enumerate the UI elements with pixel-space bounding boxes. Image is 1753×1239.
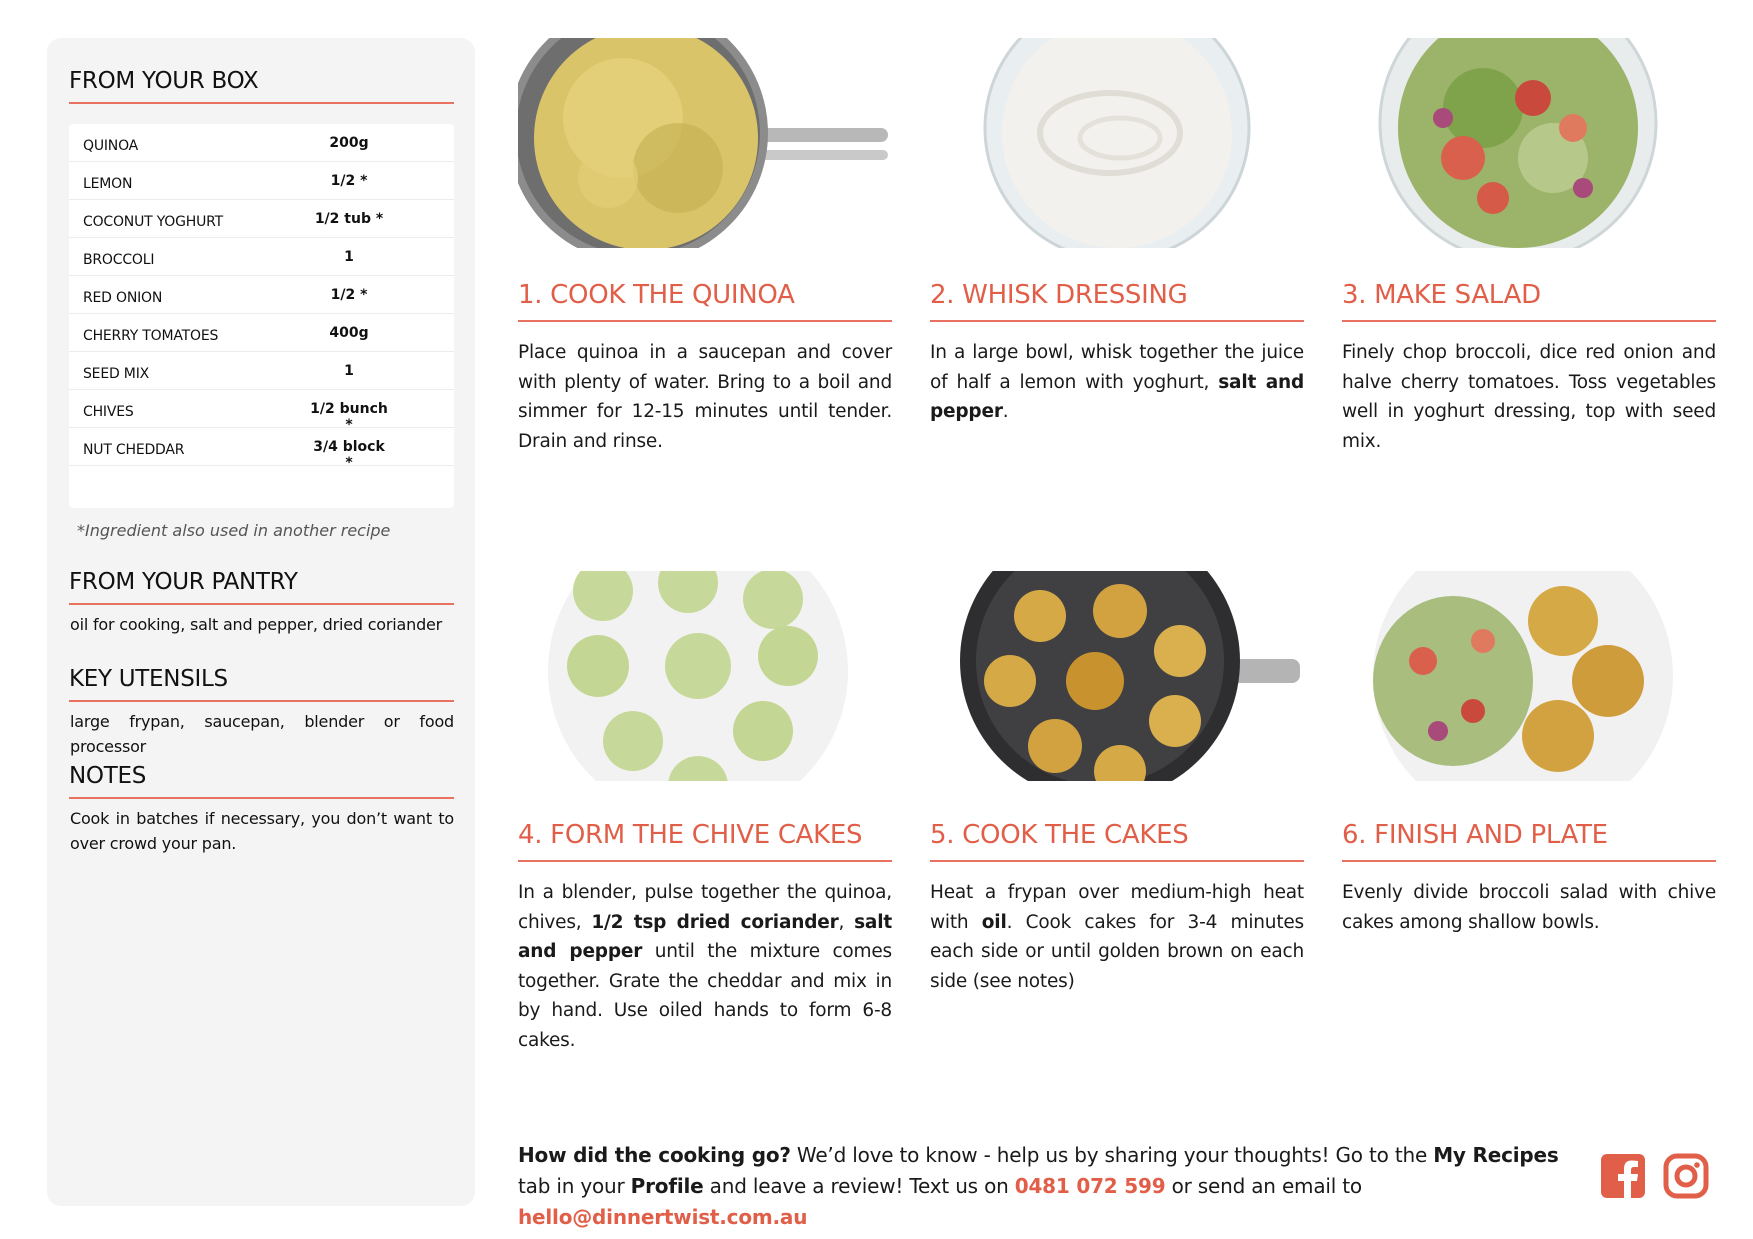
ingredient-name: RED ONION <box>83 290 163 306</box>
raw-chive-cakes-photo <box>518 571 888 781</box>
step-4-body <box>518 878 892 1055</box>
ingredient-row <box>69 200 454 238</box>
step-1-rule <box>518 320 892 322</box>
ingredient-qty: 1/2 * <box>330 173 368 189</box>
instagram-icon[interactable] <box>1663 1153 1709 1199</box>
ingredient-row <box>69 238 454 276</box>
facebook-icon[interactable] <box>1600 1153 1646 1199</box>
step-5-title: 5. COOK THE CAKES <box>930 820 1189 850</box>
step-6-title: 6. FINISH AND PLATE <box>1342 820 1608 850</box>
ingredient-list <box>69 124 454 508</box>
ingredient-footnote: *Ingredient also used in another recipe <box>77 521 391 540</box>
feedback-message <box>518 1140 1578 1233</box>
box-heading-rule <box>69 102 454 104</box>
ingredient-row <box>69 162 454 200</box>
ingredient-qty: 200g <box>329 135 369 151</box>
ingredient-row <box>69 352 454 390</box>
ingredient-row <box>69 390 454 433</box>
step-5-body <box>930 878 1304 996</box>
step-3-body <box>1342 338 1716 456</box>
ingredient-name: NUT CHEDDAR <box>83 442 185 458</box>
ingredient-name: SEED MIX <box>83 366 150 382</box>
ingredient-name: COCONUT YOGHURT <box>83 214 224 230</box>
ingredient-qty: 1/2 tub * <box>314 211 384 227</box>
ingredient-row <box>69 124 454 162</box>
step-body-bold: salt and pepper <box>930 371 1305 422</box>
quinoa-in-sieve-photo <box>518 38 888 248</box>
step-6-body <box>1342 878 1716 937</box>
step-2-title: 2. WHISK DRESSING <box>930 280 1188 310</box>
step-body-text: until the mixture comes together. Grate the cheddar and mix in by hand. Use oiled hands to form 6-8 cakes. <box>518 941 892 1051</box>
step-body-text: Place quinoa in a saucepan and cover with plenty of water. Bring to a boil and simmer for 12-15 minutes until tender. Drain and rinse. <box>518 342 892 452</box>
feedback-question: How did the cooking go? <box>518 1143 791 1167</box>
pantry-heading: FROM YOUR PANTRY <box>69 569 298 595</box>
my-recipes-label: My Recipes <box>1433 1143 1559 1167</box>
feedback-text-1: We’d love to know - help us by sharing your thoughts! Go to the <box>790 1143 1434 1167</box>
ingredient-name: BROCCOLI <box>83 252 155 268</box>
step-4-title: 4. FORM THE CHIVE CAKES <box>518 820 863 850</box>
yoghurt-dressing-bowl-photo <box>930 38 1300 248</box>
plated-cakes-and-salad-photo <box>1343 571 1713 781</box>
step-4-rule <box>518 860 892 862</box>
ingredient-name: LEMON <box>83 176 133 192</box>
ingredient-qty: 1/2 * <box>330 287 368 303</box>
ingredients-sidebar <box>47 38 475 1206</box>
step-body-text: In a blender, pulse together the quinoa, chives, <box>518 882 892 933</box>
broccoli-salad-bowl-photo <box>1343 38 1713 248</box>
notes-heading-rule <box>69 797 454 799</box>
pantry-heading-rule <box>69 603 454 605</box>
pantry-text: oil for cooking, salt and pepper, dried coriander <box>70 615 443 634</box>
phone-number[interactable]: 0481 072 599 <box>1014 1174 1166 1198</box>
cakes-in-frypan-photo <box>930 571 1300 781</box>
feedback-text-2: tab in your <box>518 1174 631 1198</box>
step-2-rule <box>930 320 1304 322</box>
notes-heading: NOTES <box>69 763 146 789</box>
step-1-title: 1. COOK THE QUINOA <box>518 280 795 310</box>
utensils-heading-rule <box>69 700 454 702</box>
step-body-text: In a large bowl, whisk together the juice of half a lemon with yoghurt, <box>930 342 1304 393</box>
ingredient-row <box>69 314 454 352</box>
step-5-rule <box>930 860 1304 862</box>
step-body-text: , <box>838 911 855 933</box>
ingredient-row <box>69 276 454 314</box>
step-body-text: . Cook cakes for 3-4 minutes each side or until golden brown on each side (see notes) <box>930 911 1304 992</box>
ingredient-name: QUINOA <box>83 138 139 154</box>
step-6-rule <box>1342 860 1716 862</box>
ingredient-qty: 1/2 bunch * <box>310 401 388 433</box>
step-2-body <box>930 338 1304 427</box>
feedback-text-3: and leave a review! Text us on <box>703 1174 1015 1198</box>
email-link[interactable]: hello@dinnertwist.com.au <box>518 1205 808 1229</box>
step-body-text: Evenly divide broccoli salad with chive cakes among shallow bowls. <box>1342 882 1716 933</box>
step-3-title: 3. MAKE SALAD <box>1342 280 1541 310</box>
ingredient-name: CHERRY TOMATOES <box>83 328 219 344</box>
feedback-text-4: or send an email to <box>1165 1174 1362 1198</box>
notes-text: Cook in batches if necessary, you don’t want to over crowd your pan. <box>70 809 454 853</box>
ingredient-qty: 400g <box>329 325 369 341</box>
step-body-bold: 1/2 tsp dried coriander <box>591 911 839 933</box>
step-body-text: Finely chop broccoli, dice red onion and halve cherry tomatoes. Toss vegetables well in yoghurt dressing, top with seed mix. <box>1342 342 1716 452</box>
step-body-bold: salt and pepper <box>518 911 892 962</box>
ingredient-qty: 3/4 block * <box>313 439 385 471</box>
utensils-text: large frypan, saucepan, blender or food processor <box>70 712 454 756</box>
step-body-text: Heat a frypan over medium-high heat with <box>930 882 1304 933</box>
step-3-rule <box>1342 320 1716 322</box>
step-body-bold: oil <box>981 911 1007 933</box>
profile-label: Profile <box>630 1174 704 1198</box>
step-body-text: . <box>1002 401 1009 422</box>
box-heading: FROM YOUR BOX <box>69 68 259 94</box>
step-1-body <box>518 338 892 456</box>
utensils-heading: KEY UTENSILS <box>69 666 228 692</box>
ingredient-qty: 1 <box>344 249 354 265</box>
ingredient-row <box>69 428 454 471</box>
ingredient-name: CHIVES <box>83 404 134 420</box>
ingredient-qty: 1 <box>344 363 354 379</box>
